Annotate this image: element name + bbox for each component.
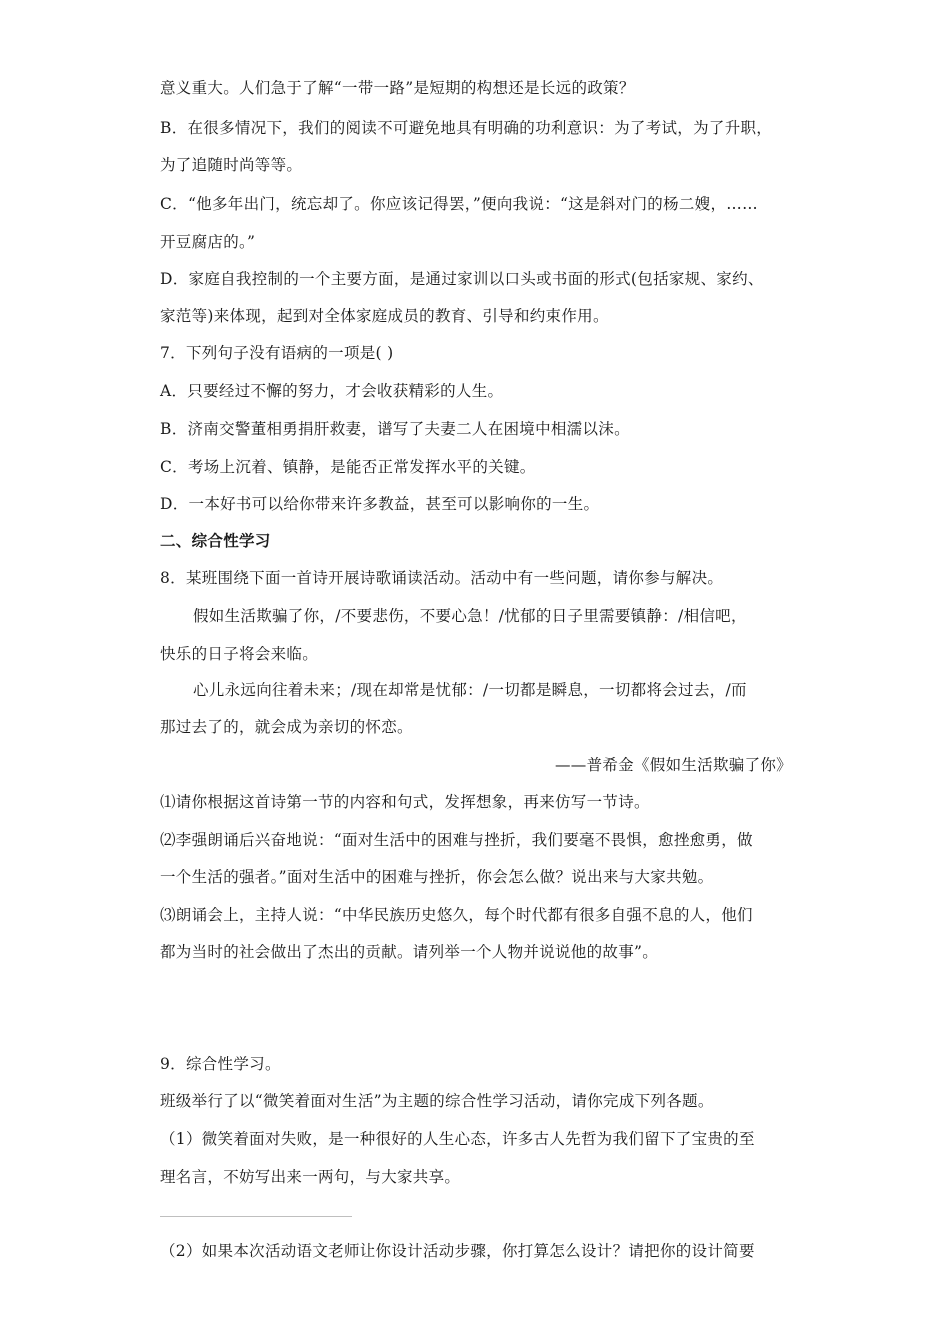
q7-stem: 7．下列句子没有语病的一项是( ): [160, 344, 394, 362]
poem-stanza2-line1: 心儿永远向往着未来；/现在却常是忧郁：/一切都是瞬息，一切都将会过去，/而: [193, 681, 747, 699]
poem-stanza1-line2: 快乐的日子将会来临。: [160, 645, 319, 663]
q7-option-b: B．济南交警董相勇捐肝救妻，谱写了夫妻二人在困境中相濡以沫。: [160, 420, 630, 438]
poem-stanza2-line2: 那过去了的，就会成为亲切的怀恋。: [160, 718, 413, 736]
q6-option-b-line2: 为了追随时尚等等。: [160, 156, 303, 174]
q6-option-c-line2: 开豆腐店的。”: [160, 233, 256, 251]
q6-option-d-line1: D．家庭自我控制的一个主要方面，是通过家训以口头或书面的形式(包括家规、家约、: [160, 270, 764, 288]
poem-stanza1-line1: 假如生活欺骗了你，/不要悲伤，不要心急！/忧郁的日子里需要镇静：/相信吧，: [193, 607, 747, 625]
section-heading: 二、综合性学习: [160, 532, 271, 550]
q6-option-a-tail: 意义重大。人们急于了解“一带一路”是短期的构想还是长远的政策？: [160, 79, 635, 97]
q8-sub2-line2: 一个生活的强者。”面对生活中的困难与挫折，你会怎么做？说出来与大家共勉。: [160, 868, 714, 886]
answer-line: [160, 1216, 352, 1217]
q7-option-d: D．一本好书可以给你带来许多教益，甚至可以影响你的一生。: [160, 495, 600, 513]
q7-option-a: A．只要经过不懈的努力，才会收获精彩的人生。: [160, 382, 504, 400]
q8-sub1: ⑴请你根据这首诗第一节的内容和句式，发挥想象，再来仿写一节诗。: [160, 793, 650, 811]
q9-sub1-line1: （1）微笑着面对失败，是一种很好的人生心态，许多古人先哲为我们留下了宝贵的至: [160, 1130, 755, 1148]
q9-stem: 9．综合性学习。: [160, 1055, 281, 1073]
q9-intro: 班级举行了以“微笑着面对生活”为主题的综合性学习活动，请你完成下列各题。: [160, 1092, 714, 1110]
q9-sub1-line2: 理名言，不妨写出来一两句，与大家共享。: [160, 1168, 461, 1186]
poem-attribution: ——普希金《假如生活欺骗了你》: [554, 756, 792, 774]
q6-option-d-line2: 家范等)来体现，起到对全体家庭成员的教育、引导和约束作用。: [160, 307, 609, 325]
q9-sub2-line1: （2）如果本次活动语文老师让你设计活动步骤，你打算怎么设计？请把你的设计简要: [160, 1242, 755, 1260]
q7-option-c: C．考场上沉着、镇静，是能否正常发挥水平的关键。: [160, 458, 536, 476]
q8-sub3-line2: 都为当时的社会做出了杰出的贡献。请列举一个人物并说说他的故事”。: [160, 943, 659, 961]
q8-stem: 8．某班围绕下面一首诗开展诗歌诵读活动。活动中有一些问题，请你参与解决。: [160, 569, 724, 587]
q6-option-c-line1: C．“他多年出门，统忘却了。你应该记得罢，”便向我说：“这是斜对门的杨二嫂，……: [160, 195, 758, 213]
q8-sub2-line1: ⑵李强朗诵后兴奋地说：“面对生活中的困难与挫折，我们要毫不畏惧，愈挫愈勇，做: [160, 831, 753, 849]
q6-option-b-line1: B．在很多情况下，我们的阅读不可避免地具有明确的功利意识：为了考试，为了升职，: [160, 119, 773, 137]
q8-sub3-line1: ⑶朗诵会上，主持人说：“中华民族历史悠久，每个时代都有很多自强不息的人，他们: [160, 906, 753, 924]
